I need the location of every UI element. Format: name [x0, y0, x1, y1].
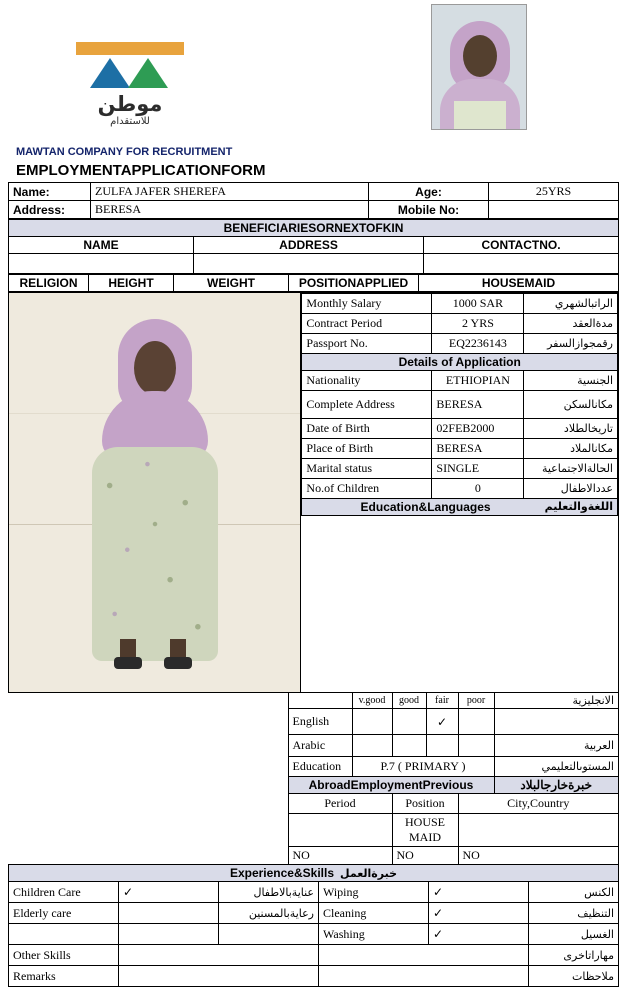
arabic-arabic-label: العربية — [494, 735, 619, 757]
english-fair-checkmark[interactable]: ✓ — [426, 709, 458, 735]
no-of-children-arabic: عددالاطفال — [524, 479, 618, 499]
cleaning-label: Cleaning — [319, 903, 429, 924]
logo-mark-icon — [76, 42, 184, 88]
education-band — [302, 499, 618, 516]
cleaning-checkmark[interactable]: ✓ — [429, 903, 529, 924]
wiping-arabic: الكنس — [529, 882, 619, 903]
age-label: Age: — [369, 183, 489, 201]
marital-status-label: Marital status — [302, 459, 432, 479]
table-row — [9, 903, 619, 924]
beneficiary-name-value[interactable] — [9, 254, 194, 274]
beneficiary-contact-value[interactable] — [424, 254, 619, 274]
abroad-city-value-2[interactable]: NO — [458, 847, 619, 865]
height-header: HEIGHT — [89, 275, 174, 292]
date-of-birth-value[interactable]: 02FEB2000 — [432, 419, 524, 439]
passport-no-arabic: رقمجوازالسفر — [524, 334, 618, 354]
company-logo — [70, 42, 190, 127]
applicant-fullbody-photo — [9, 293, 301, 693]
abroad-position-value-2[interactable]: NO — [392, 847, 458, 865]
no-of-children-value[interactable]: 0 — [432, 479, 524, 499]
abroad-position-value-1[interactable]: HOUSE MAID — [392, 814, 458, 847]
rating-vgood-header: v.good — [352, 693, 392, 709]
weight-header: WEIGHT — [174, 275, 289, 292]
arabic-vgood-cell[interactable] — [352, 735, 392, 757]
table-row — [9, 254, 619, 274]
table-row — [302, 294, 618, 314]
arabic-good-cell[interactable] — [392, 735, 426, 757]
date-of-birth-arabic: تاريخالطلاد — [524, 419, 618, 439]
elderly-care-checkbox[interactable] — [119, 903, 219, 924]
complete-address-label: Complete Address — [302, 391, 432, 419]
education-level-arabic: المستوىالتعليمي — [494, 757, 619, 777]
mobile-value[interactable] — [489, 201, 619, 219]
monthly-salary-arabic: الراتبالشهري — [524, 294, 618, 314]
rating-fair-header: fair — [426, 693, 458, 709]
marital-status-value[interactable]: SINGLE — [432, 459, 524, 479]
remarks-value[interactable] — [119, 966, 319, 987]
religion-header: RELIGION — [9, 275, 89, 292]
table-row — [302, 499, 618, 516]
table-row — [8, 794, 619, 814]
place-of-birth-value[interactable]: BERESA — [432, 439, 524, 459]
contract-period-value[interactable]: 2 YRS — [432, 314, 524, 334]
wiping-checkmark[interactable]: ✓ — [429, 882, 529, 903]
place-of-birth-arabic: مكانالملاد — [524, 439, 618, 459]
applicant-headshot-photo — [431, 4, 527, 130]
table-row — [302, 391, 618, 419]
table-row — [9, 293, 619, 693]
rating-poor-header: poor — [458, 693, 494, 709]
table-row — [9, 183, 619, 201]
children-care-arabic: عنايةبالاطفال — [219, 882, 319, 903]
table-row — [9, 275, 619, 292]
other-skills-value[interactable] — [119, 945, 319, 966]
abroad-city-value-1[interactable] — [458, 814, 619, 847]
table-row — [302, 439, 618, 459]
position-applied-value: HOUSEMAID — [419, 275, 619, 292]
language-name-header — [288, 693, 352, 709]
nationality-value[interactable]: ETHIOPIAN — [432, 371, 524, 391]
table-row — [9, 882, 619, 903]
table-row — [8, 693, 619, 709]
beneficiaries-table — [8, 219, 619, 274]
abroad-city-country-header: City,Country — [458, 794, 619, 814]
beneficiaries-band: BENEFICIARIESORNEXTOFKIN — [9, 220, 619, 237]
table-row — [8, 757, 619, 777]
beneficiary-contact-header: CONTACTNO. — [424, 237, 619, 254]
page-title: EMPLOYMENTAPPLICATIONFORM — [16, 162, 266, 179]
address-label: Address: — [9, 201, 91, 219]
washing-arabic: الغسيل — [529, 924, 619, 945]
remarks-arabic: ملاحظات — [529, 966, 619, 987]
table-row — [9, 966, 619, 987]
abroad-band — [288, 777, 494, 794]
address-value[interactable]: BERESA — [91, 201, 369, 219]
contract-period-label: Contract Period — [302, 314, 432, 334]
passport-no-value[interactable]: EQ2236143 — [432, 334, 524, 354]
elderly-care-label: Elderly care — [9, 903, 119, 924]
terms-and-details-table — [301, 293, 618, 516]
english-arabic-label: الانجليزية — [494, 693, 619, 709]
abroad-band-en: AbroadEmploymentPrevious — [308, 778, 474, 792]
logo-arabic-subtitle: للاستقدام — [110, 116, 150, 127]
education-level-value[interactable]: P.7 ( PRIMARY ) — [352, 757, 494, 777]
beneficiary-address-header: ADDRESS — [194, 237, 424, 254]
table-row — [302, 459, 618, 479]
table-row — [302, 371, 618, 391]
table-row — [302, 354, 618, 371]
table-row — [8, 814, 619, 847]
english-arabic-cell — [494, 709, 619, 735]
abroad-band-ar: خبرةخارجالبلاد — [494, 777, 619, 794]
name-label: Name: — [9, 183, 91, 201]
identity-table — [8, 182, 619, 219]
english-poor-cell[interactable] — [458, 709, 494, 735]
education-band-ar: اللغةوالتعليم — [544, 500, 613, 513]
education-level-label: Education — [288, 757, 352, 777]
details-band: Details of Application — [302, 354, 618, 371]
company-name-line: MAWTAN COMPANY FOR RECRUITMENT — [16, 146, 233, 158]
rating-good-header: good — [392, 693, 426, 709]
details-column — [301, 293, 619, 693]
cleaning-arabic: التنظيف — [529, 903, 619, 924]
table-row — [9, 220, 619, 237]
table-row — [9, 945, 619, 966]
english-vgood-cell[interactable] — [352, 709, 392, 735]
abroad-period-value-2[interactable]: NO — [288, 847, 392, 865]
passport-no-label: Passport No. — [302, 334, 432, 354]
arabic-label: Arabic — [288, 735, 352, 757]
english-good-cell[interactable] — [392, 709, 426, 735]
children-care-checkmark[interactable]: ✓ — [119, 882, 219, 903]
table-row — [302, 479, 618, 499]
nationality-arabic: الجنسية — [524, 371, 618, 391]
arabic-fair-cell[interactable] — [426, 735, 458, 757]
age-value[interactable]: 25YRS — [489, 183, 619, 201]
date-of-birth-label: Date of Birth — [302, 419, 432, 439]
table-row — [8, 847, 619, 865]
monthly-salary-value[interactable]: 1000 SAR — [432, 294, 524, 314]
table-row — [9, 865, 619, 882]
spacer-cell — [8, 693, 288, 709]
photo-and-details-table — [8, 292, 619, 693]
remarks-extra[interactable] — [319, 966, 529, 987]
position-applied-header: POSITIONAPPLIED — [289, 275, 419, 292]
abroad-position-header: Position — [392, 794, 458, 814]
table-row — [8, 709, 619, 735]
table-row — [8, 777, 619, 794]
remarks-label: Remarks — [9, 966, 119, 987]
table-row — [9, 237, 619, 254]
table-row — [302, 334, 618, 354]
other-skills-arabic: مهاراتاخرى — [529, 945, 619, 966]
experience-band — [9, 865, 619, 882]
beneficiary-address-value[interactable] — [194, 254, 424, 274]
children-care-label: Children Care — [9, 882, 119, 903]
arabic-poor-cell[interactable] — [458, 735, 494, 757]
nationality-label: Nationality — [302, 371, 432, 391]
abroad-period-header: Period — [288, 794, 392, 814]
monthly-salary-label: Monthly Salary — [302, 294, 432, 314]
document-header — [8, 0, 619, 179]
education-band-en: Education&Languages — [360, 500, 491, 514]
experience-skills-table — [8, 864, 619, 987]
other-skills-extra[interactable] — [319, 945, 529, 966]
table-row — [9, 201, 619, 219]
beneficiary-name-header: NAME — [9, 237, 194, 254]
experience-band-ar: خبرةالعمل — [340, 866, 398, 880]
form-body — [8, 182, 619, 987]
table-row — [302, 314, 618, 334]
mobile-label: Mobile No: — [369, 201, 489, 219]
abroad-period-value-1[interactable] — [288, 814, 392, 847]
table-row — [302, 419, 618, 439]
name-value[interactable]: ZULFA JAFER SHEREFA — [91, 183, 369, 201]
logo-arabic-name: موطن — [97, 92, 163, 116]
english-label: English — [288, 709, 352, 735]
no-of-children-label: No.of Children — [302, 479, 432, 499]
washing-label: Washing — [319, 924, 429, 945]
table-row — [9, 924, 619, 945]
wiping-label: Wiping — [319, 882, 429, 903]
other-skills-label: Other Skills — [9, 945, 119, 966]
marital-status-arabic: الحالةالاجتماعية — [524, 459, 618, 479]
washing-checkmark[interactable]: ✓ — [429, 924, 529, 945]
languages-table — [8, 692, 619, 865]
physical-attributes-table — [8, 274, 619, 292]
table-row — [8, 735, 619, 757]
complete-address-value[interactable]: BERESA — [432, 391, 524, 419]
complete-address-arabic: مكانالسكن — [524, 391, 618, 419]
elderly-care-arabic: رعايةبالمسنين — [219, 903, 319, 924]
contract-period-arabic: مدةالعقد — [524, 314, 618, 334]
place-of-birth-label: Place of Birth — [302, 439, 432, 459]
experience-band-en: Experience&Skills — [229, 866, 334, 880]
